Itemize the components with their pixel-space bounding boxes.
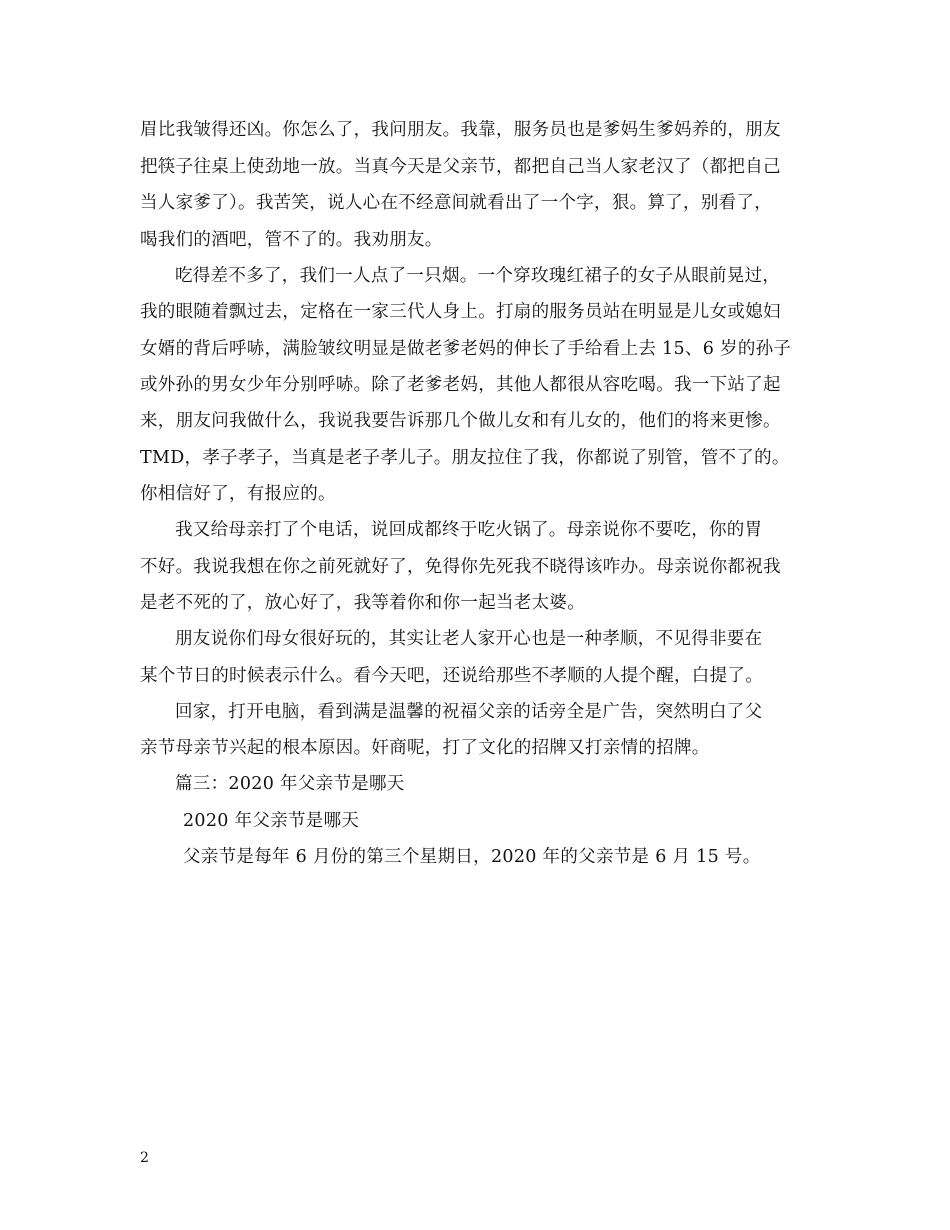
text-line: 你相信好了，有报应的。: [140, 484, 336, 504]
text-line: 亲节母亲节兴起的根本原因。奸商呢，打了文化的招牌又打亲情的招牌。: [140, 738, 710, 758]
page-number: 2: [140, 1150, 149, 1166]
text-line: TMD，孝子孝子，当真是老子孝儿子。朋友拉住了我，你都说了别管，管不了的。: [140, 448, 790, 468]
paragraph-start-line: 回家，打开电脑，看到满是温馨的祝福父亲的话旁全是广告，突然明白了父: [175, 702, 763, 722]
text-line: 我的眼随着飘过去，定格在一家三代人身上。打扇的服务员站在明显是儿女或媳妇: [140, 302, 781, 322]
text-line: 来，朋友问我做什么，我说我要告诉那几个做儿女和有儿女的，他们的将来更惨。: [140, 411, 781, 431]
text-line: 或外孙的男女少年分别呼哧。除了老爹老妈，其他人都很从容吃喝。我一下站了起: [140, 375, 781, 395]
text-line: 眉比我皱得还凶。你怎么了，我问朋友。我靠，服务员也是爹妈生爹妈养的，朋友: [140, 120, 781, 140]
paragraph-start-line: 吃得差不多了，我们一人点了一只烟。一个穿玫瑰红裙子的女子从眼前晃过，: [175, 266, 781, 286]
text-line: 是老不死的了，放心好了，我等着你和你一起当老太婆。: [140, 593, 585, 613]
text-line: 当人家爹了）。我苦笑，说人心在不经意间就看出了一个字，狠。算了，别看了，: [140, 193, 773, 213]
section-title-line: 2020 年父亲节是哪天: [183, 811, 360, 831]
text-line: 父亲节是每年 6 月份的第三个星期日，2020 年的父亲节是 6 月 15 号。: [183, 847, 761, 867]
text-line: 把筷子往桌上使劲地一放。当真今天是父亲节，都把自己当人家老汉了（都把自己: [140, 157, 781, 177]
text-line: 喝我们的酒吧，管不了的。我劝朋友。: [140, 230, 443, 250]
text-line: 不好。我说我想在你之前死就好了，免得你先死我不晓得该咋办。母亲说你都祝我: [140, 557, 781, 577]
text-line: 女婿的背后呼哧，满脸皱纹明显是做老爹老妈的伸长了手给看上去 15、6 岁的孙子: [140, 339, 792, 359]
text-line: 某个节日的时候表示什么。看今天吧，还说给那些不孝顺的人提个醒，白提了。: [140, 666, 763, 686]
paragraph-start-line: 我又给母亲打了个电话，说回成都终于吃火锅了。母亲说你不要吃，你的胃: [175, 520, 763, 540]
paragraph-start-line: 朋友说你们母女很好玩的，其实让老人家开心也是一种孝顺，不见得非要在: [175, 629, 763, 649]
section-heading: 篇三：2020 年父亲节是哪天: [175, 774, 405, 794]
